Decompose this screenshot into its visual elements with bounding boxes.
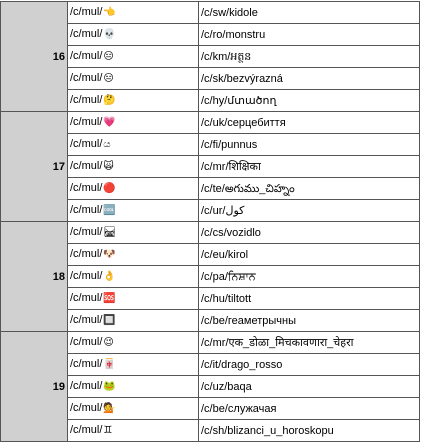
source-cell[interactable] [68,2,199,24]
source-cell[interactable] [68,90,199,112]
source-prefix: /c/mul/ [70,160,103,172]
source-cell[interactable] [68,420,199,442]
group-number[interactable]: 16 [1,2,68,112]
source-cell[interactable] [68,46,199,68]
target-cell[interactable]: /c/sk/bezvýrazná [199,68,420,90]
target-cell[interactable]: /c/mr/एक_डोळा_मिचकावणारा_चेहरा [199,332,420,354]
table-row [1,2,420,24]
source-cell[interactable] [68,310,199,332]
source-prefix: /c/mul/ [70,336,103,348]
target-cell[interactable]: /c/uk/серцебиття [199,112,420,134]
table-row [1,332,420,354]
source-prefix: /c/mul/ [70,182,103,194]
frog-face-icon: 🐸 [103,381,116,392]
source-cell[interactable] [68,178,199,200]
source-prefix: /c/mul/ [70,204,103,216]
cool-button-icon: 🆒 [103,205,116,216]
growing-heart-icon: 💗 [103,117,116,128]
source-cell[interactable] [68,112,199,134]
target-cell[interactable]: /c/hy/մտածող [199,90,420,112]
source-prefix: /c/mul/ [70,402,103,414]
source-prefix: /c/mul/ [70,358,103,370]
source-prefix: /c/mul/ [70,248,103,260]
group-number[interactable]: 18 [1,222,68,332]
target-cell[interactable]: /c/ro/monstru [199,24,420,46]
person-tipping-hand-icon: 💁 [103,403,116,414]
source-prefix: /c/mul/ [70,138,103,150]
source-prefix: /c/mul/ [70,292,103,304]
target-cell[interactable]: /c/mr/शिक्षिका [199,156,420,178]
source-prefix: /c/mul/ [70,50,103,62]
pointing-hand-icon: 👈 [103,7,116,18]
weary-cat-icon: 🙀 [103,161,114,172]
target-cell[interactable]: /c/cs/vozidlo [199,222,420,244]
skull-icon: 💀 [103,29,116,40]
table-row [1,222,420,244]
source-cell[interactable] [68,222,199,244]
source-cell[interactable] [68,398,199,420]
dog-face-icon: 🐶 [103,249,116,260]
sos-button-icon: 🆘 [103,293,116,304]
source-prefix: /c/mul/ [70,6,103,18]
target-cell[interactable]: /c/eu/kirol [199,244,420,266]
source-prefix: /c/mul/ [70,116,103,128]
target-cell[interactable]: /c/km/អត្ថន [199,46,420,68]
source-cell[interactable] [68,134,199,156]
source-prefix: /c/mul/ [70,380,103,392]
winking-face-icon: 😉 [103,337,114,348]
target-cell[interactable]: /c/sw/kidole [199,2,420,24]
source-prefix: /c/mul/ [70,226,103,238]
group-number[interactable]: 19 [1,332,68,442]
target-cell[interactable]: /c/be/геаметрычны [199,310,420,332]
expressionless-face-icon: 😑 [103,51,114,62]
source-cell[interactable] [68,244,199,266]
source-cell[interactable] [68,354,199,376]
source-cell[interactable] [68,288,199,310]
source-prefix: /c/mul/ [70,28,103,40]
target-cell[interactable]: /c/pa/ਨਿਸ਼ਾਨ [199,266,420,288]
source-cell[interactable] [68,332,199,354]
thinking-face-icon: 🤔 [103,95,116,106]
source-prefix: /c/mul/ [70,270,103,282]
table-row [1,112,420,134]
ok-hand-icon: 👌 [103,271,116,282]
target-cell[interactable]: /c/fi/punnus [199,134,420,156]
source-prefix: /c/mul/ [70,424,103,436]
target-cell[interactable]: /c/it/drago_rosso [199,354,420,376]
target-cell[interactable]: /c/ur/کول [199,200,420,222]
target-cell[interactable]: /c/hu/tiltott [199,288,420,310]
expressionless-face-icon: 😑 [103,73,114,84]
source-cell[interactable] [68,376,199,398]
target-cell[interactable]: /c/te/అగుము_చిహ్నం [199,178,420,200]
source-prefix: /c/mul/ [70,94,103,106]
mapping-table [0,1,420,442]
square-button-icon: 🔲 [103,315,116,326]
source-cell[interactable] [68,68,199,90]
source-cell[interactable] [68,266,199,288]
mapping-table-body [1,2,420,442]
red-circle-icon: 🔴 [103,183,116,194]
group-number[interactable]: 17 [1,112,68,222]
source-prefix: /c/mul/ [70,314,103,326]
source-cell[interactable] [68,24,199,46]
mahjong-tile-icon: 🀄 [103,359,116,370]
target-cell[interactable]: /c/sh/blizanci_u_horoskopu [199,420,420,442]
source-cell[interactable] [68,200,199,222]
target-cell[interactable]: /c/be/служачая [199,398,420,420]
source-prefix: /c/mul/ [70,72,103,84]
target-cell[interactable]: /c/uz/baqa [199,376,420,398]
gemini-icon: ♊ [103,425,113,436]
source-cell[interactable] [68,156,199,178]
sinhala-glyph-icon: ය [103,139,111,150]
railway-track-icon: 🛤 [103,227,117,238]
